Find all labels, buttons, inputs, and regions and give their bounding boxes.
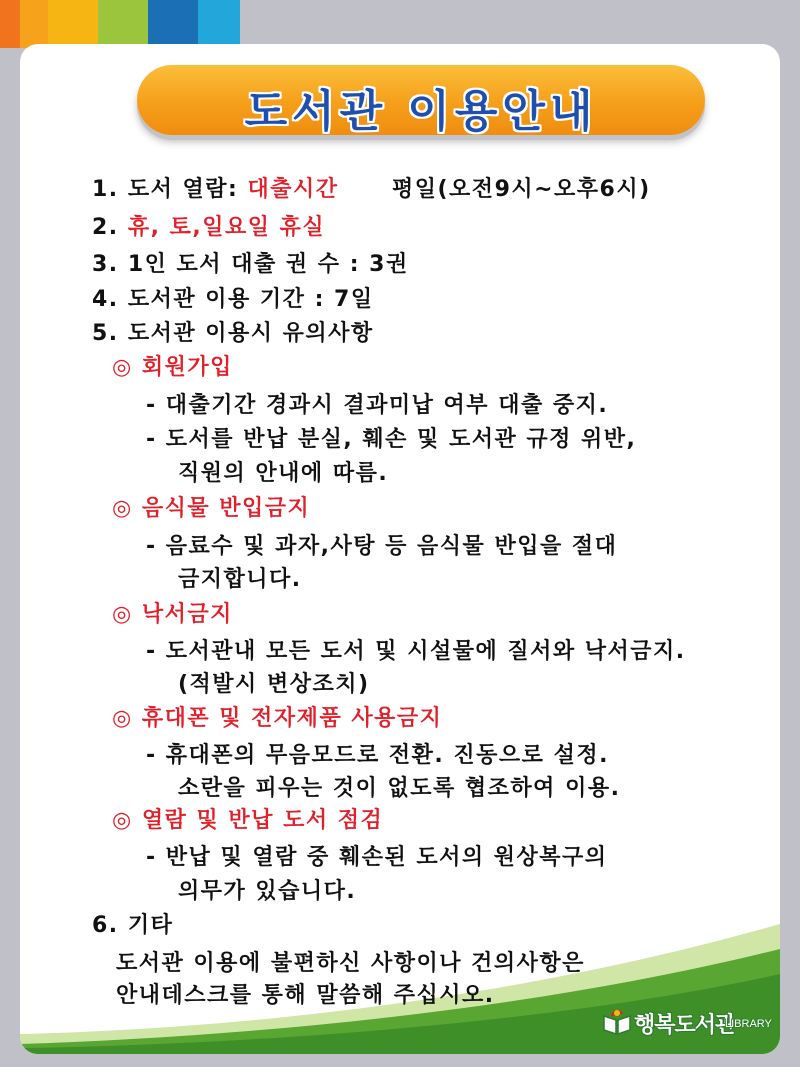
section-line: - 음료수 및 과자,사탕 등 음식물 반입을 절대 <box>146 534 618 559</box>
title-banner <box>137 65 705 135</box>
section-heading: ◎ 낙서금지 <box>112 602 233 627</box>
library-logo <box>602 1006 772 1040</box>
header-stripe-yellow <box>48 0 98 48</box>
item-3: 3. 1인 도서 대출 권 수 : 3권 <box>92 252 409 277</box>
item-4: 4. 도서관 이용 기간 : 7일 <box>92 287 374 312</box>
section-line: 직원의 안내에 따름. <box>178 461 389 486</box>
notice-board <box>20 44 780 1054</box>
item-5: 5. 도서관 이용시 유의사항 <box>92 321 374 346</box>
section-line: - 도서관내 모든 도서 및 시설물에 질서와 낙서금지. <box>146 639 686 664</box>
header-stripe-green <box>98 0 148 48</box>
item-1-hours: 평일(오전9시~오후6시) <box>392 177 651 202</box>
etc-line: 도서관 이용에 불편하신 사항이나 건의사항은 <box>116 951 585 976</box>
page-title: 도서관 이용안내 <box>244 86 598 137</box>
section-heading: ◎ 회원가입 <box>112 355 233 380</box>
section-line: - 대출기간 경과시 결과미납 여부 대출 중지. <box>146 393 609 418</box>
section-heading: ◎ 열람 및 반납 도서 점검 <box>112 808 384 833</box>
open-book-icon <box>602 1008 632 1036</box>
logo-text: 행복도서관 <box>634 1013 736 1038</box>
section-line: - 휴대폰의 무음모드로 전환. 진동으로 설정. <box>146 743 609 768</box>
section-line: 금지합니다. <box>178 567 302 592</box>
etc-line: 안내데스크를 통해 말씀해 주십시오. <box>116 983 495 1008</box>
section-line: (적발시 변상조치) <box>178 672 370 697</box>
item-1-label: 1. 도서 열람: <box>92 177 248 202</box>
header-stripe-cyan <box>198 0 240 48</box>
item-2 <box>92 210 325 241</box>
item-2-closed-days: 휴, 토,일요일 휴실 <box>127 215 326 240</box>
header-stripe-orange <box>0 0 20 48</box>
section-line: 소란을 피우는 것이 없도록 협조하여 이용. <box>178 776 621 801</box>
section-line: - 반납 및 열람 중 훼손된 도서의 원상복구의 <box>146 845 608 870</box>
section-heading: ◎ 휴대폰 및 전자제품 사용금지 <box>112 706 443 731</box>
header-stripe-amber <box>20 0 48 48</box>
item-1 <box>92 172 338 203</box>
item-1-loan-time: 대출시간 <box>247 177 339 202</box>
section-line: 의무가 있습니다. <box>178 879 357 904</box>
section-line: - 도서를 반납 분실, 훼손 및 도서관 규정 위반, <box>146 427 637 452</box>
section-heading: ◎ 음식물 반입금지 <box>112 496 311 521</box>
item-2-number: 2. <box>92 215 128 240</box>
logo-subtext: LIBRARY <box>725 1018 772 1030</box>
item-6: 6. 기타 <box>92 913 174 938</box>
header-stripe-blue <box>148 0 198 48</box>
